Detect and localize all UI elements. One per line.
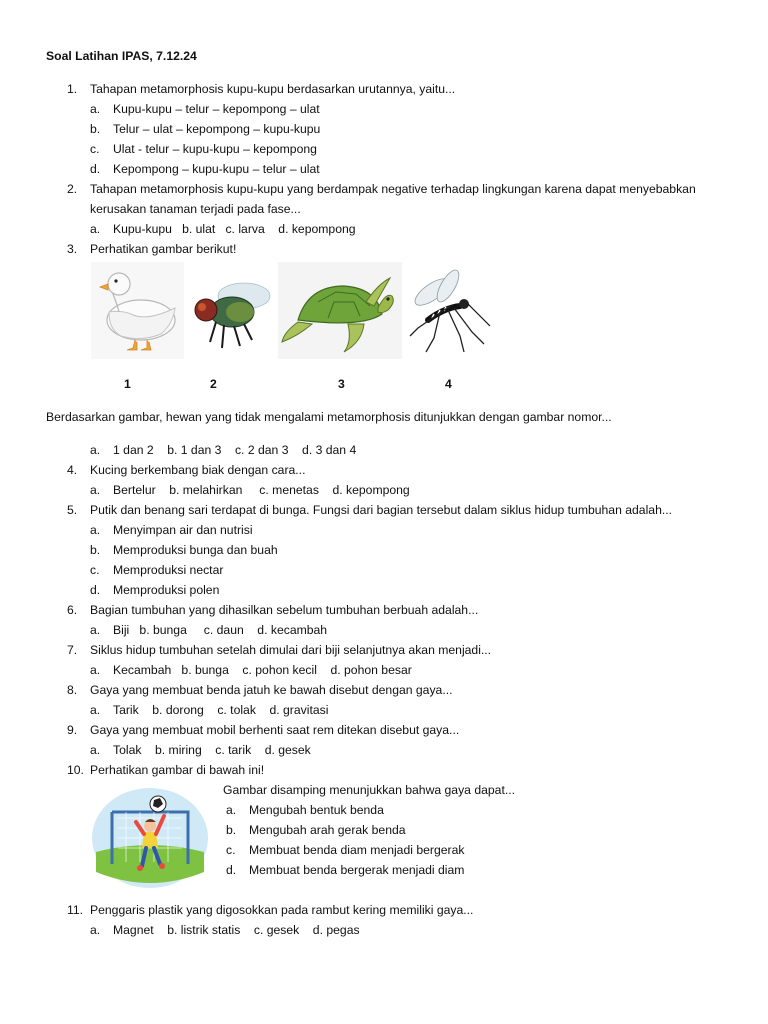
question-text: Putik dan benang sari terdapat di bunga. Fungsi dari bagian tersebut dalam siklus hidup tumbuhan adalah...	[90, 503, 673, 517]
question-text: Tahapan metamorphosis kupu-kupu yang berdampak negative terhadap lingkungan karena dapat menyebabkan	[90, 182, 696, 196]
turtle-image	[278, 262, 402, 359]
question-number: 5.	[67, 503, 78, 517]
options-inline: Kecambah b. bunga c. pohon kecil d. pohon besar	[113, 663, 412, 677]
option-text: Telur – ulat – kepompong – kupu-kupu	[113, 122, 321, 136]
option-label: a.	[90, 623, 101, 637]
option-text: Membuat benda diam menjadi bergerak	[249, 843, 465, 857]
option-text: Ulat - telur – kupu-kupu – kepompong	[113, 142, 317, 156]
duck-icon	[91, 262, 184, 359]
question-text-continued: kerusakan tanaman terjadi pada fase...	[90, 202, 301, 216]
page-title: Soal Latihan IPAS, 7.12.24	[46, 49, 197, 63]
option-label: d.	[226, 863, 237, 877]
option-text: Mengubah arah gerak benda	[249, 823, 406, 837]
goalkeeper-image	[90, 782, 210, 890]
question-number: 4.	[67, 463, 78, 477]
question-text: Gaya yang membuat mobil berhenti saat rem ditekan disebut gaya...	[90, 723, 460, 737]
question-text: Penggaris plastik yang digosokkan pada rambut kering memiliki gaya...	[90, 903, 474, 917]
options-inline: 1 dan 2 b. 1 dan 3 c. 2 dan 3 d. 3 dan 4	[113, 443, 357, 457]
turtle-icon	[278, 262, 402, 359]
option-label: a.	[226, 803, 237, 817]
options-inline: Tarik b. dorong c. tolak d. gravitasi	[113, 703, 329, 717]
question-text: Kucing berkembang biak dengan cara...	[90, 463, 306, 477]
option-label: a.	[90, 222, 101, 236]
option-text: Mengubah bentuk benda	[249, 803, 384, 817]
question-text: Bagian tumbuhan yang dihasilkan sebelum tumbuhan berbuah adalah...	[90, 603, 479, 617]
option-label: b.	[226, 823, 237, 837]
image-number-1: 1	[124, 377, 131, 391]
options-inline: Magnet b. listrik statis c. gesek d. pegas	[113, 923, 360, 937]
option-label: a.	[90, 923, 101, 937]
question-text: Siklus hidup tumbuhan setelah dimulai dari biji selanjutnya akan menjadi...	[90, 643, 492, 657]
question-number: 9.	[67, 723, 78, 737]
question-number: 10.	[67, 763, 84, 777]
question-text: Gaya yang membuat benda jatuh ke bawah disebut dengan gaya...	[90, 683, 453, 697]
image-number-3: 3	[338, 377, 345, 391]
question-number: 7.	[67, 643, 78, 657]
question-number: 3.	[67, 242, 78, 256]
question-text-after-image: Berdasarkan gambar, hewan yang tidak mengalami metamorphosis ditunjukkan dengan gambar nomor...	[46, 410, 612, 424]
options-inline: Bertelur b. melahirkan c. menetas d. kepompong	[113, 483, 410, 497]
question-number: 8.	[67, 683, 78, 697]
option-label: b.	[90, 122, 101, 136]
option-label: a.	[90, 743, 101, 757]
image-number-4: 4	[445, 377, 452, 391]
option-text: Membuat benda bergerak menjadi diam	[249, 863, 465, 877]
question-text: Perhatikan gambar berikut!	[90, 242, 237, 256]
option-label: c.	[90, 563, 100, 577]
option-text: Memproduksi bunga dan buah	[113, 543, 278, 557]
options-inline: Biji b. bunga c. daun d. kecambah	[113, 623, 328, 637]
mosquito-icon	[404, 262, 496, 359]
option-label: a.	[90, 663, 101, 677]
option-label: c.	[226, 843, 236, 857]
fly-icon	[186, 262, 276, 359]
option-text: Kupu-kupu – telur – kepompong – ulat	[113, 102, 320, 116]
option-label: a.	[90, 102, 101, 116]
option-label: b.	[90, 543, 101, 557]
goalkeeper-icon	[90, 782, 210, 890]
option-text: Memproduksi polen	[113, 583, 220, 597]
question-number: 2.	[67, 182, 78, 196]
option-label: d.	[90, 162, 101, 176]
question-text: Tahapan metamorphosis kupu-kupu berdasarkan urutannya, yaitu...	[90, 82, 456, 96]
question-number: 1.	[67, 82, 78, 96]
option-text: Kepompong – kupu-kupu – telur – ulat	[113, 162, 320, 176]
option-label: c.	[90, 142, 100, 156]
question-text: Perhatikan gambar di bawah ini!	[90, 763, 265, 777]
option-label: a.	[90, 703, 101, 717]
option-text: Menyimpan air dan nutrisi	[113, 523, 253, 537]
question-side-text: Gambar disamping menunjukkan bahwa gaya dapat...	[223, 783, 516, 797]
options-inline: Kupu-kupu b. ulat c. larva d. kepompong	[113, 222, 356, 236]
question-number: 11.	[67, 903, 84, 917]
option-text: Memproduksi nectar	[113, 563, 224, 577]
option-label: d.	[90, 583, 101, 597]
duck-image	[91, 262, 184, 359]
option-label: a.	[90, 483, 101, 497]
fly-image	[186, 262, 276, 359]
question-number: 6.	[67, 603, 78, 617]
image-number-2: 2	[210, 377, 217, 391]
options-inline: Tolak b. miring c. tarik d. gesek	[113, 743, 311, 757]
mosquito-image	[404, 262, 496, 359]
option-label: a.	[90, 523, 101, 537]
option-label: a.	[90, 443, 101, 457]
